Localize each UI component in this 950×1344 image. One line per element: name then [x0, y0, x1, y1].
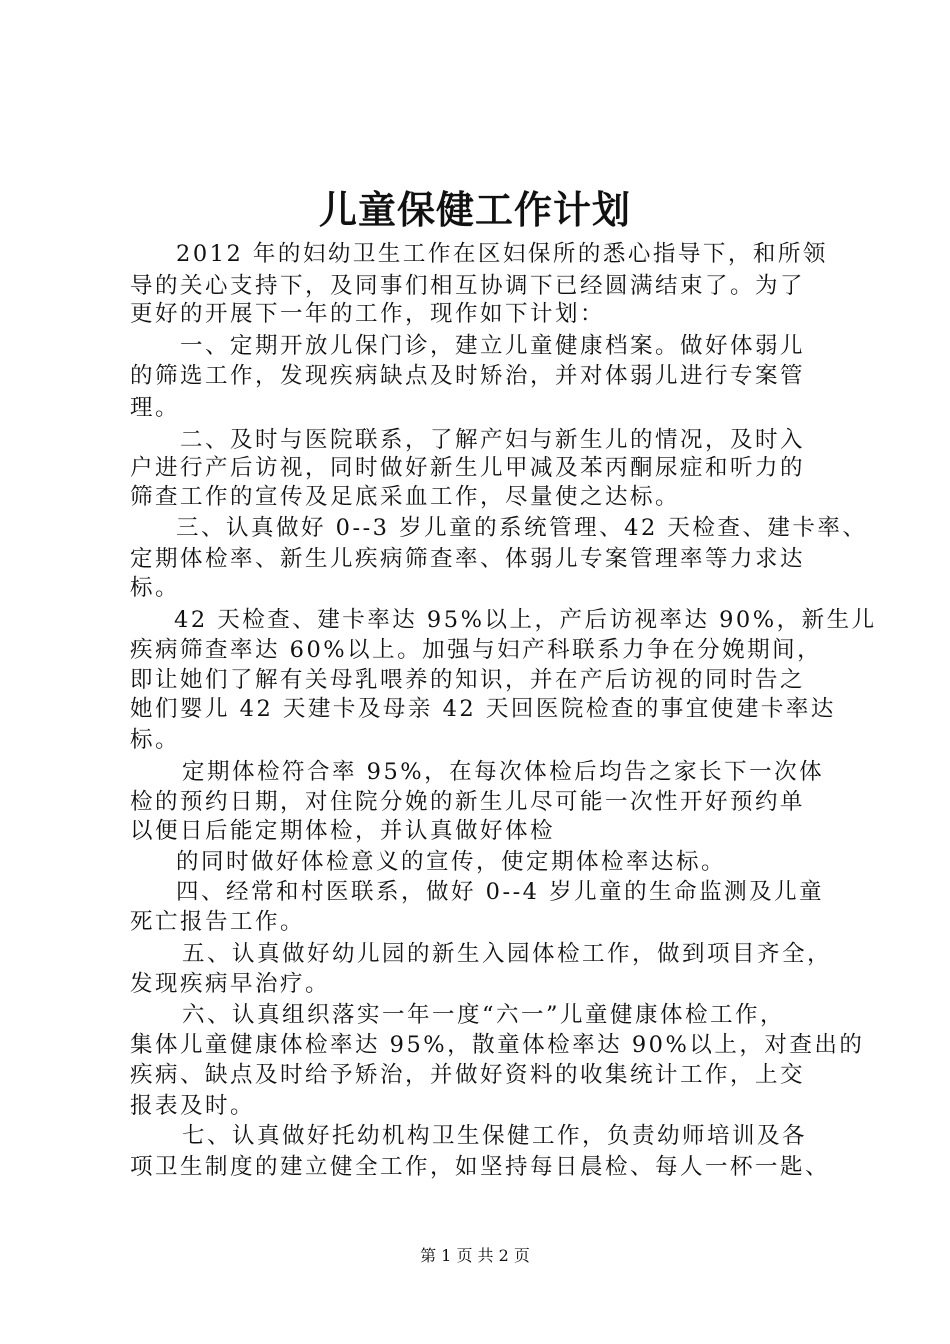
- text-line: 五、认真做好幼儿园的新生入园体检工作，做到项目齐全，: [182, 941, 833, 967]
- text-line: 疾病筛查率达 60%以上。加强与妇产科联系力争在分娩期间，: [130, 637, 823, 663]
- text-line: 导的关心支持下，及同事们相互协调下已经圆满结束了。为了: [130, 273, 806, 299]
- text-line: 标。: [130, 575, 181, 601]
- text-line: 项卫生制度的建立健全工作，如坚持每日晨检、每人一杯一匙、: [130, 1154, 831, 1180]
- text-line: 六、认真组织落实一年一度“六一”儿童健康体检工作，: [182, 1002, 786, 1028]
- text-line: 二、及时与医院联系，了解产妇与新生儿的情况，及时入: [180, 427, 806, 453]
- text-line: 疾病、缺点及时给予矫治，并做好资料的收集统计工作，上交: [130, 1062, 806, 1088]
- text-line: 42 天检查、建卡率达 95%以上，产后访视率达 90%，新生儿: [174, 607, 877, 633]
- text-line: 即让她们了解有关母乳喂养的知识，并在产后访视的同时告之: [130, 667, 806, 693]
- page-footer: 第 1 页 共 2 页: [420, 1246, 530, 1265]
- text-line: 的同时做好体检意义的宣传，使定期体检率达标。: [176, 849, 727, 875]
- text-line: 更好的开展下一年的工作，现作如下计划：: [130, 301, 606, 327]
- text-line: 检的预约日期，对住院分娩的新生儿尽可能一次性开好预约单: [130, 789, 806, 815]
- text-line: 七、认真做好托幼机构卫生保健工作，负责幼师培训及各: [182, 1123, 808, 1149]
- text-line: 报表及时。: [130, 1093, 256, 1119]
- document-title: 儿童保健工作计划: [318, 187, 631, 232]
- text-line: 以便日后能定期体检，并认真做好体检: [130, 818, 556, 844]
- text-line: 定期体检符合率 95%，在每次体检后均告之家长下一次体: [182, 759, 825, 785]
- text-line: 死亡报告工作。: [130, 909, 306, 935]
- text-line: 四、经常和村医联系，做好 0--4 岁儿童的生命监测及儿童: [176, 879, 825, 905]
- text-line: 筛查工作的宣传及足底采血工作，尽量使之达标。: [130, 484, 681, 510]
- text-line: 三、认真做好 0--3 岁儿童的系统管理、42 天检查、建卡率、: [176, 515, 868, 541]
- text-line: 定期体检率、新生儿疾病筛查率、体弱儿专案管理率等力求达: [130, 546, 806, 572]
- text-line: 的筛选工作，发现疾病缺点及时矫治，并对体弱儿进行专案管: [130, 363, 806, 389]
- text-line: 她们婴儿 42 天建卡及母亲 42 天回医院检查的事宜使建卡率达: [130, 696, 836, 722]
- text-line: 2012 年的妇幼卫生工作在区妇保所的悉心指导下，和所领: [176, 241, 828, 267]
- text-line: 户进行产后访视，同时做好新生儿甲减及苯丙酮尿症和听力的: [130, 455, 806, 481]
- text-line: 理。: [130, 395, 181, 421]
- text-line: 标。: [130, 727, 181, 753]
- text-line: 发现疾病早治疗。: [130, 971, 331, 997]
- text-line: 一、定期开放儿保门诊，建立儿童健康档案。做好体弱儿: [180, 333, 806, 359]
- text-line: 集体儿童健康体检率达 95%，散童体检率达 90%以上，对查出的: [130, 1032, 865, 1058]
